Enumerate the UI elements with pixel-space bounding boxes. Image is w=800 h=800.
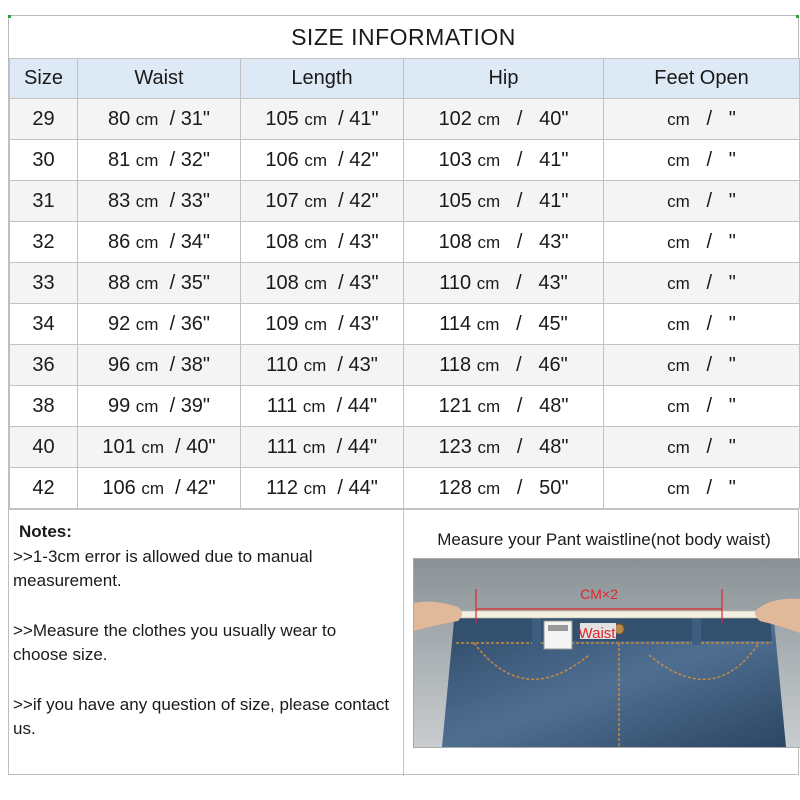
cell-size: 36 [10, 345, 78, 386]
cell-length: 105 cm / 41" [241, 99, 404, 140]
cell-hip: 105 cm / 41" [404, 181, 604, 222]
cell-waist: 92 cm / 36" [78, 304, 241, 345]
cell-length: 106 cm / 42" [241, 140, 404, 181]
info-section [9, 509, 799, 776]
cell-waist: 106 cm / 42" [78, 468, 241, 509]
table-row [10, 468, 800, 509]
cell-waist: 96 cm / 38" [78, 345, 241, 386]
table-row [10, 181, 800, 222]
cell-feet-open: cm / " [604, 345, 800, 386]
cell-size: 42 [10, 468, 78, 509]
jeans-illustration [414, 559, 800, 747]
note-item: >>if you have any question of size, please contact us. [13, 694, 390, 738]
cell-size: 30 [10, 140, 78, 181]
header-feet-open: Feet Open [604, 59, 800, 99]
cell-feet-open: cm / " [604, 222, 800, 263]
cell-waist: 81 cm / 32" [78, 140, 241, 181]
cell-length: 108 cm / 43" [241, 263, 404, 304]
header-row [10, 59, 800, 99]
header-size: Size [10, 59, 78, 99]
cell-length: 109 cm / 43" [241, 304, 404, 345]
cell-hip: 110 cm / 43" [404, 263, 604, 304]
size-chart-card [8, 15, 799, 775]
notes-panel [13, 520, 393, 767]
cell-hip: 103 cm / 41" [404, 140, 604, 181]
cell-hip: 108 cm / 43" [404, 222, 604, 263]
table-row [10, 427, 800, 468]
cell-size: 29 [10, 99, 78, 140]
table-row [10, 345, 800, 386]
cell-waist: 83 cm / 33" [78, 181, 241, 222]
cell-feet-open: cm / " [604, 263, 800, 304]
cell-waist: 88 cm / 35" [78, 263, 241, 304]
note-item: >>Measure the clothes you usually wear to choose size. [13, 620, 337, 664]
cell-feet-open: cm / " [604, 468, 800, 509]
cell-length: 108 cm / 43" [241, 222, 404, 263]
cell-hip: 121 cm / 48" [404, 386, 604, 427]
cell-length: 111 cm / 44" [241, 386, 404, 427]
size-table [9, 58, 800, 509]
cell-waist: 101 cm / 40" [78, 427, 241, 468]
note-item: >>1-3cm error is allowed due to manual measurement. [13, 546, 313, 590]
waist-measure-photo [413, 558, 800, 748]
cell-hip: 128 cm / 50" [404, 468, 604, 509]
table-row [10, 140, 800, 181]
cell-feet-open: cm / " [604, 304, 800, 345]
table-row [10, 386, 800, 427]
cell-feet-open: cm / " [604, 386, 800, 427]
cell-hip: 114 cm / 45" [404, 304, 604, 345]
cell-size: 32 [10, 222, 78, 263]
dimension-label: CM×2 [580, 586, 618, 602]
cell-feet-open: cm / " [604, 427, 800, 468]
cell-waist: 99 cm / 39" [78, 386, 241, 427]
cell-feet-open: cm / " [604, 99, 800, 140]
cell-length: 112 cm / 44" [241, 468, 404, 509]
cell-size: 34 [10, 304, 78, 345]
cell-size: 40 [10, 427, 78, 468]
table-body [10, 99, 800, 509]
header-hip: Hip [404, 59, 604, 99]
cell-size: 31 [10, 181, 78, 222]
cell-length: 107 cm / 42" [241, 181, 404, 222]
notes-heading: Notes: [19, 522, 72, 541]
cell-waist: 80 cm / 31" [78, 99, 241, 140]
header-waist: Waist [78, 59, 241, 99]
table-row [10, 304, 800, 345]
cell-size: 33 [10, 263, 78, 304]
cell-hip: 123 cm / 48" [404, 427, 604, 468]
cell-length: 110 cm / 43" [241, 345, 404, 386]
cell-size: 38 [10, 386, 78, 427]
measure-title: Measure your Pant waistline(not body waist) [437, 530, 771, 549]
cell-feet-open: cm / " [604, 140, 800, 181]
header-length: Length [241, 59, 404, 99]
cell-waist: 86 cm / 34" [78, 222, 241, 263]
table-row [10, 99, 800, 140]
waist-label: Waist [578, 625, 616, 642]
table-row [10, 222, 800, 263]
column-divider [403, 510, 404, 776]
cell-length: 111 cm / 44" [241, 427, 404, 468]
cell-feet-open: cm / " [604, 181, 800, 222]
chart-title: SIZE INFORMATION [291, 24, 516, 50]
table-row [10, 263, 800, 304]
cell-hip: 102 cm / 40" [404, 99, 604, 140]
cell-hip: 118 cm / 46" [404, 345, 604, 386]
